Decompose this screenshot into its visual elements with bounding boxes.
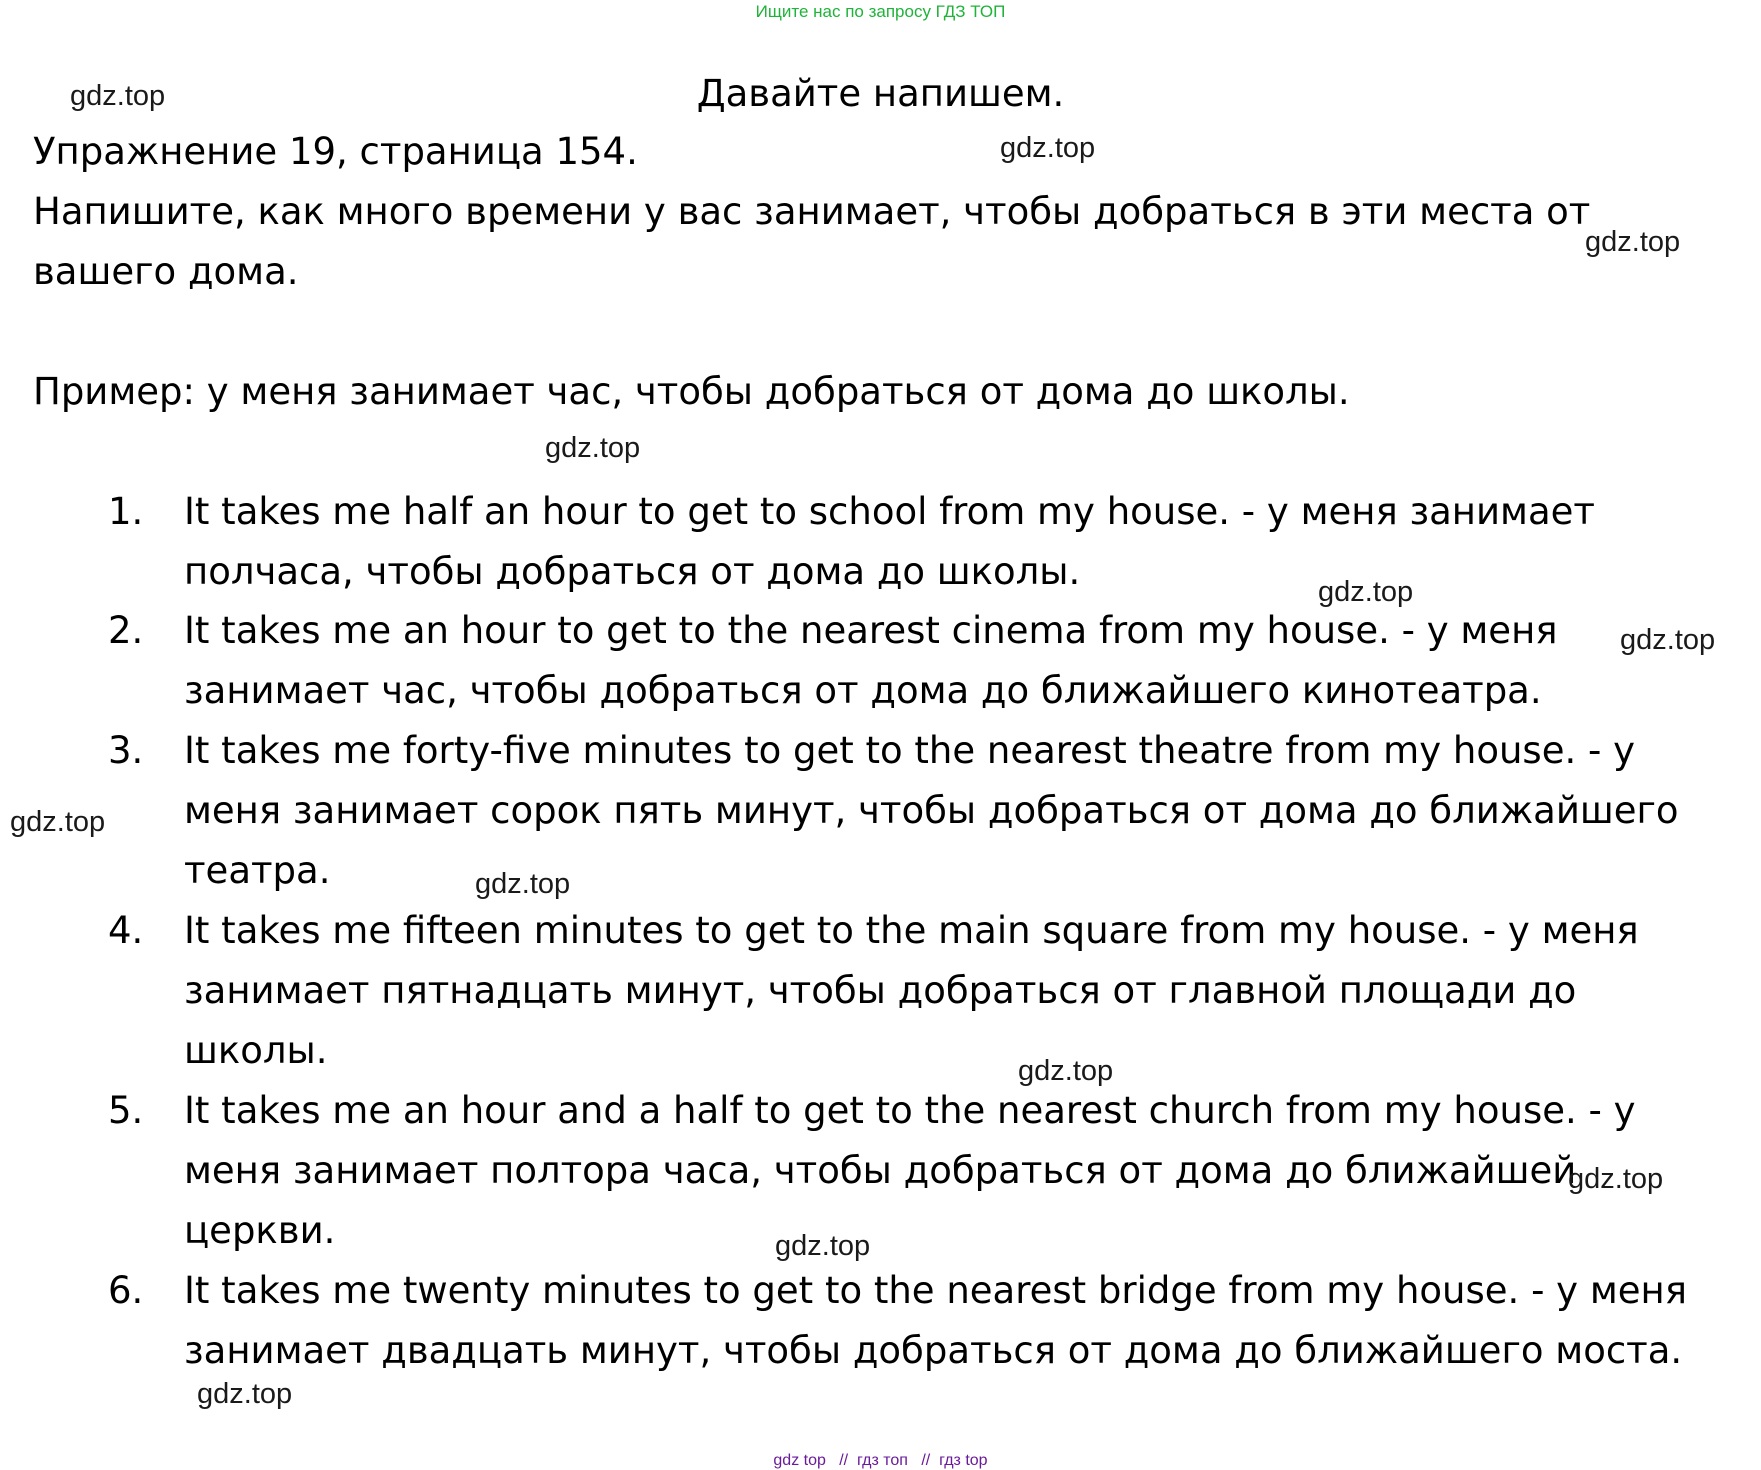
footer-link[interactable]: // гдз top: [912, 1452, 987, 1469]
instruction-line-1: Напишите, как много времени у вас занимает, чтобы добраться в эти места от: [33, 190, 1591, 233]
watermark-text: gdz.top: [1568, 1163, 1664, 1195]
watermark-text: gdz.top: [1318, 576, 1414, 608]
list-item-line: It takes me fifteen minutes to get to the main square from my house. - у меня: [184, 909, 1639, 952]
watermark-text: gdz.top: [197, 1378, 293, 1410]
watermark-text: gdz.top: [1018, 1055, 1114, 1087]
instruction-line-2: вашего дома.: [33, 250, 299, 293]
list-item-line: школы.: [184, 1029, 328, 1072]
watermark-text: gdz.top: [70, 80, 166, 112]
watermark-text: gdz.top: [10, 806, 106, 838]
watermark-text: gdz.top: [775, 1230, 871, 1262]
watermark-text: gdz.top: [1620, 624, 1716, 656]
list-item-line: занимает двадцать минут, чтобы добраться от дома до ближайшего моста.: [184, 1329, 1683, 1372]
list-item-number: 3.: [108, 729, 144, 772]
example-text: Пример: у меня занимает час, чтобы добраться от дома до школы.: [33, 370, 1350, 413]
footer-link[interactable]: gdz top: [773, 1452, 826, 1469]
list-item-line: театра.: [184, 849, 331, 892]
list-item-number: 6.: [108, 1269, 144, 1312]
watermark-text: gdz.top: [1585, 226, 1681, 258]
page-title: Давайте напишем.: [696, 72, 1065, 115]
list-item-line: It takes me half an hour to get to school from my house. - у меня занимает: [184, 490, 1595, 533]
top-banner: Ищите нас по запросу ГДЗ ТОП: [755, 2, 1006, 21]
footer-links: [0, 1452, 1761, 1470]
list-item-line: It takes me an hour and a half to get to the nearest church from my house. - у: [184, 1089, 1636, 1132]
list-item-line: It takes me forty-five minutes to get to the nearest theatre from my house. - у: [184, 729, 1635, 772]
list-item-line: церкви.: [184, 1209, 336, 1252]
list-item-line: занимает час, чтобы добраться от дома до ближайшего кинотеатра.: [184, 669, 1542, 712]
list-item-number: 1.: [108, 490, 144, 533]
list-item-line: меня занимает полтора часа, чтобы добраться от дома до ближайшей: [184, 1149, 1577, 1192]
list-item-number: 5.: [108, 1089, 144, 1132]
list-item-line: It takes me twenty minutes to get to the nearest bridge from my house. - у меня: [184, 1269, 1687, 1312]
footer-link[interactable]: // гдз топ: [830, 1452, 908, 1469]
watermark-text: gdz.top: [545, 432, 641, 464]
list-item-number: 4.: [108, 909, 144, 952]
list-item-number: 2.: [108, 609, 144, 652]
list-item-line: It takes me an hour to get to the nearest cinema from my house. - у меня: [184, 609, 1558, 652]
exercise-header: Упражнение 19, страница 154.: [33, 130, 638, 173]
watermark-text: gdz.top: [475, 868, 571, 900]
watermark-text: gdz.top: [1000, 132, 1096, 164]
list-item-line: меня занимает сорок пять минут, чтобы добраться от дома до ближайшего: [184, 789, 1679, 832]
list-item-line: занимает пятнадцать минут, чтобы добраться от главной площади до: [184, 969, 1577, 1012]
list-item-line: полчаса, чтобы добраться от дома до школы.: [184, 550, 1081, 593]
